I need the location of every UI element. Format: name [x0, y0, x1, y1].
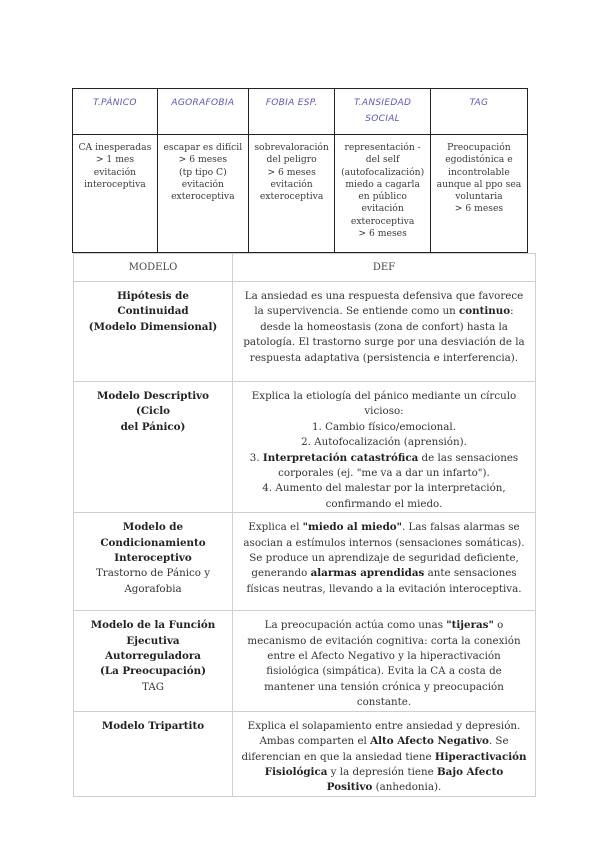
model-name-line: Modelo Tripartito — [101, 719, 205, 732]
model-subtitle-line: Agorafobia — [124, 582, 182, 595]
cell-line: sobrevaloración — [254, 142, 329, 153]
cell-fobia — [248, 135, 335, 253]
column-header-def: DEF — [233, 254, 536, 282]
def-text: (anhedonia). — [372, 781, 442, 794]
def-text: . Se diferencian en que la ansiedad tiene — [241, 735, 509, 763]
header-label: T.PÁNICO — [93, 98, 137, 108]
model-row — [74, 611, 536, 711]
model-name-line: Interoceptivo — [114, 552, 192, 565]
header-label: FOBIA ESP. — [265, 98, 318, 108]
model-name-line: Condicionamiento — [100, 536, 206, 549]
header-label: T.ANSIEDAD — [353, 98, 412, 108]
model-name-line: Hipótesis de Continuidad — [117, 290, 189, 318]
cell-panico — [73, 135, 158, 253]
def-text: : desde la homeostasis (zona de confort) hasta la patología. El trastorno surge por una desviación de la respuesta adaptativa (persistencia e interferencia). — [243, 305, 525, 364]
model-name-cell — [74, 282, 233, 382]
def-step: 1. Cambio físico/emocional. — [311, 420, 456, 433]
cell-line: aunque al ppo sea — [436, 178, 522, 190]
cell-line: evitación — [270, 178, 313, 190]
model-name-line: Ejecutiva Autorreguladora — [105, 634, 201, 663]
def-bold: Bajo Afecto Positivo — [326, 765, 504, 794]
cell-line: > 1 mes — [95, 154, 135, 166]
def-text: Explica el solapamiento entre ansiedad y depresión. Ambas comparten el — [247, 719, 521, 748]
model-name-line: Modelo de la Función — [90, 619, 216, 632]
header-cell-agorafobia — [157, 89, 248, 135]
def-text: y la depresión tiene — [327, 765, 437, 778]
model-definition-cell — [233, 611, 536, 711]
cell-line: evitación — [361, 203, 404, 215]
header-cell-tag — [430, 89, 527, 135]
def-step: 2. Autofocalización (aprensión). — [301, 436, 467, 449]
def-text: de las sensaciones corporales (ej. "me va a dar un infarto"). — [278, 451, 519, 480]
column-header-model: MODELO — [74, 254, 233, 282]
model-definition-cell — [233, 282, 536, 382]
cell-line: evitación — [181, 178, 224, 190]
def-intro: Explica la etiología del pánico mediante un círculo vicioso: — [251, 390, 517, 418]
cell-line: exteroceptiva — [171, 191, 235, 203]
models-table — [73, 253, 536, 797]
def-text: ante sensaciones físicas neutras, llevando a la evitación interoceptiva. — [246, 567, 522, 595]
disorders-table — [72, 88, 528, 253]
cell-line: Preocupación — [447, 142, 511, 153]
model-name-line: Modelo de — [122, 521, 184, 534]
cell-line: CA inesperadas — [78, 142, 152, 153]
cell-line: (tp tipo C) — [179, 166, 227, 178]
def-bold: continuo — [459, 305, 511, 318]
model-row — [74, 513, 536, 611]
cell-line: voluntaria — [455, 191, 503, 203]
def-bold: Hiperactivación Fisiológica — [264, 750, 527, 778]
def-bold: "miedo al miedo" — [302, 521, 403, 534]
model-definition-cell — [233, 382, 536, 513]
cell-line: > 6 meses — [454, 203, 504, 215]
disorders-body-row — [73, 135, 528, 253]
cell-line: exteroceptiva — [350, 215, 415, 227]
cell-ansiedad-social — [335, 135, 430, 253]
model-definition-cell — [233, 513, 536, 611]
def-bold: "tijeras" — [446, 619, 494, 632]
model-subtitle-line: TAG — [142, 680, 164, 693]
def-step — [241, 451, 527, 482]
def-bold: alarmas aprendidas — [310, 567, 425, 580]
cell-line: > 6 meses — [267, 166, 316, 178]
def-bold: Interpretación catastrófica — [262, 451, 419, 464]
header-cell-fobia — [248, 89, 335, 135]
model-definition-cell — [233, 711, 536, 796]
cell-agorafobia — [157, 135, 248, 253]
cell-line: del peligro — [266, 154, 317, 166]
cell-line: miedo a cagarla — [345, 178, 420, 190]
header-cell-panico — [73, 89, 158, 135]
cell-line: evitación — [93, 166, 137, 178]
cell-line: en público — [358, 191, 407, 203]
model-row — [74, 282, 536, 382]
model-subtitle-line: Trastorno de Pánico y — [95, 567, 211, 580]
models-header-row — [74, 254, 536, 282]
model-row — [74, 382, 536, 513]
def-text: . Las falsas alarmas se asocian a estímulos internos (sensaciones somáticas). Se produce un aprendizaje de seguridad deficiente, generando — [243, 521, 525, 580]
def-text: o mecanismo de evitación cognitiva: corta la conexión entre el Afecto Negativo y la hiperactivación fisiológica (simpática). Evita la CA a costa de mantener una tensión crónica y preocupación constante. — [247, 619, 521, 709]
def-text: La preocupación actúa como unas — [264, 619, 447, 632]
cell-tag — [430, 135, 527, 253]
cell-line: exteroceptiva — [259, 191, 324, 203]
cell-line: egodistónica e — [445, 154, 513, 166]
model-name-line: (La Preocupación) — [100, 665, 206, 678]
def-text: La ansiedad es una respuesta defensiva que favorece la supervivencia. Se entiende como un — [244, 290, 524, 318]
cell-line: del self — [365, 154, 400, 166]
cell-line: (autofocalización) — [341, 166, 425, 178]
cell-line: interoceptiva — [84, 178, 146, 190]
header-label: TAG — [469, 98, 489, 108]
def-bold: Alto Afecto Negativo — [370, 735, 489, 748]
cell-line: representación - — [344, 142, 421, 153]
header-cell-ansiedad-social — [335, 89, 430, 135]
def-text: Explica el — [248, 521, 303, 534]
cell-line: > 6 meses — [358, 228, 407, 240]
def-step: 4. Aumento del malestar por la interpretación, confirmando el miedo. — [262, 482, 506, 510]
cell-line: > 6 meses — [178, 154, 228, 166]
cell-line: escapar es difícil — [163, 142, 243, 153]
cell-line: incontrolable — [448, 166, 510, 178]
model-name-cell — [74, 382, 233, 513]
model-name-cell — [74, 711, 233, 796]
model-name-line: del Pánico) — [120, 420, 186, 433]
model-name-cell — [74, 611, 233, 711]
model-row — [74, 711, 536, 796]
model-name-line: Modelo Descriptivo (Ciclo — [97, 390, 209, 418]
header-label: AGORAFOBIA — [171, 98, 235, 108]
disorders-header-row — [73, 89, 528, 135]
header-label: SOCIAL — [365, 114, 400, 124]
model-name-line: (Modelo Dimensional) — [88, 320, 218, 333]
model-name-cell — [74, 513, 233, 611]
def-text: 3. — [249, 451, 263, 464]
